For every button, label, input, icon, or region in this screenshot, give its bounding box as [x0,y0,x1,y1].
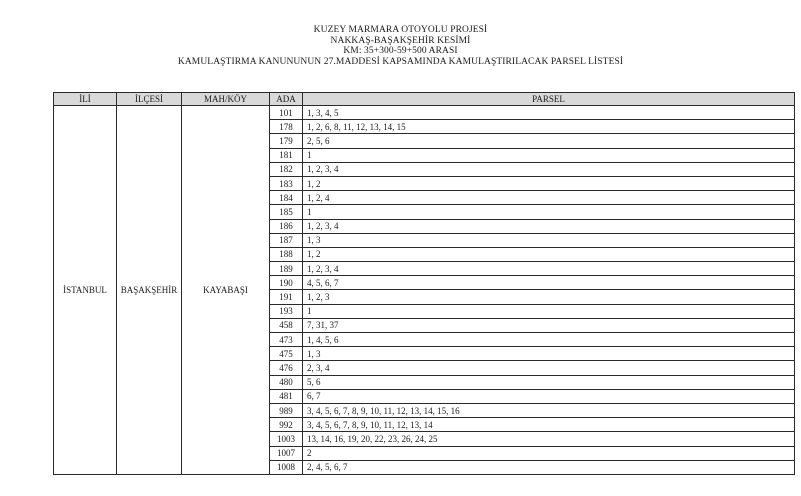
cell-parsel: 1, 4, 5, 6 [303,333,795,347]
cell-parsel: 1, 2, 3 [303,290,795,304]
cell-parsel: 5, 6 [303,375,795,389]
document-header [0,25,801,67]
cell-ada: 181 [270,148,303,162]
cell-il: İSTANBUL [54,106,117,475]
cell-parsel: 1 [303,304,795,318]
cell-parsel: 1, 2, 3, 4 [303,219,795,233]
cell-parsel: 1, 3 [303,347,795,361]
cell-ada: 476 [270,361,303,375]
cell-ada: 189 [270,262,303,276]
cell-ada: 989 [270,403,303,417]
cell-ada: 178 [270,120,303,134]
km-range: KM: 35+300-59+500 ARASI [343,46,458,56]
cell-ada: 179 [270,134,303,148]
column-header-mahalle: MAH/KÖY [182,93,270,106]
parcel-table [53,92,795,475]
cell-parsel: 3, 4, 5, 6, 7, 8, 9, 10, 11, 12, 13, 14, 15, 16 [303,403,795,417]
cell-ada: 475 [270,347,303,361]
column-header-parsel: PARSEL [303,93,795,106]
cell-parsel: 4, 5, 6, 7 [303,276,795,290]
cell-parsel: 1, 2, 6, 8, 11, 12, 13, 14, 15 [303,120,795,134]
table-row [54,106,795,120]
column-header-ada: ADA [270,93,303,106]
cell-parsel: 13, 14, 16, 19, 20, 22, 23, 26, 24, 25 [303,432,795,446]
table-header-row [54,93,795,106]
cell-ada: 185 [270,205,303,219]
cell-ada: 992 [270,418,303,432]
cell-ada: 188 [270,247,303,261]
cell-ada: 184 [270,191,303,205]
cell-parsel: 7, 31, 37 [303,318,795,332]
list-title: KAMULAŞTIRMA KANUNUNUN 27.MADDESİ KAPSAMINDA KAMULAŞTIRILACAK PARSEL LİSTESİ [177,56,624,67]
cell-parsel: 1, 2, 4 [303,191,795,205]
cell-parsel: 1, 2, 3, 4 [303,262,795,276]
cell-parsel: 2, 3, 4 [303,361,795,375]
cell-ada: 481 [270,389,303,403]
cell-parsel: 6, 7 [303,389,795,403]
cell-ada: 1008 [270,460,303,474]
cell-parsel: 1, 2 [303,176,795,190]
column-header-il: İLİ [54,93,117,106]
cell-ada: 480 [270,375,303,389]
cell-ada: 193 [270,304,303,318]
cell-parsel: 2, 4, 5, 6, 7 [303,460,795,474]
cell-ada: 473 [270,333,303,347]
cell-ilce: BAŞAKŞEHİR [117,106,182,475]
cell-parsel: 1, 2 [303,247,795,261]
cell-ada: 1007 [270,446,303,460]
cell-parsel: 1 [303,205,795,219]
cell-ada: 186 [270,219,303,233]
column-header-ilce: İLÇESİ [117,93,182,106]
cell-ada: 458 [270,318,303,332]
cell-ada: 1003 [270,432,303,446]
cell-parsel: 3, 4, 5, 6, 7, 8, 9, 10, 11, 12, 13, 14 [303,418,795,432]
cell-parsel: 1, 3 [303,233,795,247]
cell-ada: 190 [270,276,303,290]
cell-parsel: 2 [303,446,795,460]
cell-ada: 191 [270,290,303,304]
cell-ada: 182 [270,162,303,176]
cell-ada: 183 [270,176,303,190]
cell-parsel: 2, 5, 6 [303,134,795,148]
cell-ada: 101 [270,106,303,120]
cell-mahalle: KAYABAŞI [182,106,270,475]
cell-ada: 187 [270,233,303,247]
section-title: NAKKAŞ-BAŞAKŞEHİR KESİMİ [330,35,471,46]
cell-parsel: 1 [303,148,795,162]
project-title: KUZEY MARMARA OTOYOLU PROJESİ [313,25,488,35]
cell-parsel: 1, 2, 3, 4 [303,162,795,176]
table-body [54,106,795,475]
cell-parsel: 1, 3, 4, 5 [303,106,795,120]
